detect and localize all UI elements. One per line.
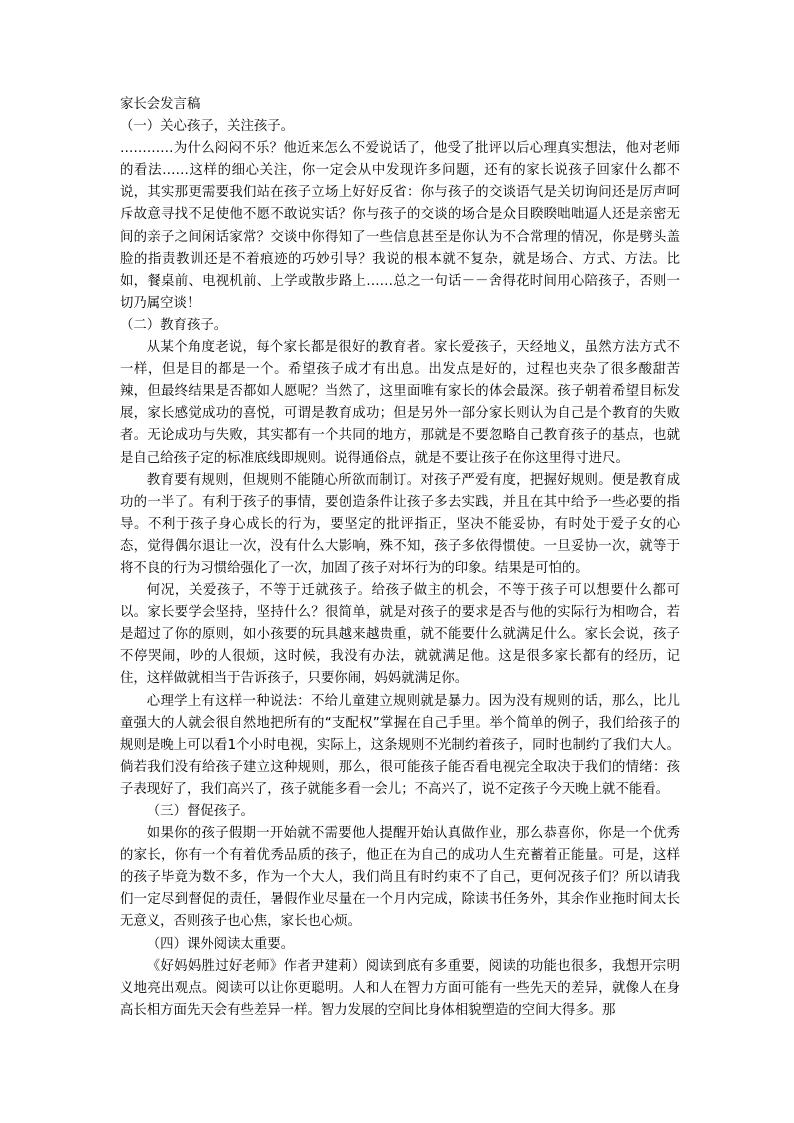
document-title: 家长会发言稿	[120, 97, 201, 112]
heading-educate: （二）教育孩子。	[120, 317, 228, 333]
document-body	[120, 116, 680, 1022]
paragraph: 心理学上有这样一种说法：不给儿童建立规则就是暴力。因为没有规则的话，那么，比儿童强大的人就会很自然地把所有的“支配权”掌握在自己手里。举个简单的例子，我们给孩子的规则是晚上可以看1个小时电视，实际上，这条规则不光制约着孩子，同时也制约了我们大人。倘若我们没有给孩子建立这种规则，那么，很可能孩子能否看电视完全取决于我们的情绪：孩子表现好了，我们高兴了，孩子就能多看一会儿；不高兴了，说不定孩子今天晚上就不能看。	[120, 693, 680, 797]
heading-reading: （四）课外阅读太重要。	[146, 936, 295, 952]
heading-care: （一）关心孩子，关注孩子。	[120, 119, 295, 135]
heading-supervise: （三）督促孩子。	[146, 804, 254, 819]
paragraph: 如果你的孩子假期一开始就不需要他人提醒开始认真做作业，那么恭喜你，你是一个优秀的家长，你有一个有着优秀品质的孩子，他正在为自己的成功人生充蓄着正能量。可是，这样的孩子毕竟为数不多，作为一个大人，我们尚且有时约束不了自己，更何况孩子们？所以请我们一定尽到督促的责任，暑假作业尽量在一个月内完成，除读书任务外，其余作业拖时间太长无意义，否则孩子也心焦，家长也心烦。	[120, 826, 680, 930]
paragraph: …………为什么闷闷不乐？他近来怎么不爱说话了，他受了批评以后心理真实想法，他对老师的看法……这样的细心关注，你一定会从中发现许多问题，还有的家长说孩子回家什么都不说，其实那更需要我们站在孩子立场上好好反省：你与孩子的交谈语气是关切询问还是厉声呵斥故意寻找不足使他不愿不敢说实话？你与孩子的交谈的场合是众目睽睽咄咄逼人还是亲密无间的亲子之间闲话家常？交谈中你得知了一些信息甚至是你认为不合常理的情况，你是劈头盖脸的指责教训还是不着痕迹的巧妙引导？我说的根本就不复杂，就是场合、方式、方法。比如，餐桌前、电视机前、上学或散步路上……总之一句话－－舍得花时间用心陪孩子，否则一切乃属空谈！	[120, 141, 680, 311]
document-page	[120, 94, 680, 1022]
paragraph: 从某个角度老说，每个家长都是很好的教育者。家长爱孩子，天经地义，虽然方法方式不一样，但是目的都是一个。希望孩子成才有出息。出发点是好的，过程也夹杂了很多酸甜苦辣，但最终结果是否都如人愿呢？当然了，这里面唯有家长的体会最深。孩子朝着希望目标发展，家长感觉成功的喜悦，可谓是教育成功；但是另外一部分家长则认为自己是个教育的失败者。无论成功与失败，其实都有一个共同的地方，那就是不要忽略自己教育孩子的基点，也就是自己给孩子定的标准底线即规则。说得通俗点，就是不要让孩子在你这里得寸进尺。	[120, 340, 680, 466]
paragraph: 何况，关爱孩子，不等于迁就孩子。给孩子做主的机会，不等于孩子可以想要什么都可以。家长要学会坚持，坚持什么？很简单，就是对孩子的要求是否与他的实际行为相吻合，若是超过了你的原则，如小孩要的玩具越来越贵重，就不能要什么就满足什么。家长会说，孩子不停哭闹，吵的人很烦，这时候，我没有办法，就就满足他。这是很多家长都有的经历，记住，这样做就相当于告诉孩子，只要你闹，妈妈就满足你。	[120, 583, 680, 687]
paragraph: 教育要有规则，但规则不能随心所欲而制订。对孩子严爱有度，把握好规则。便是教育成功的一半了。有利于孩子的事情，要创造条件让孩子多去实践，并且在其中给予一些必要的指导。不利于孩子身心成长的行为，要坚定的批评指正，坚决不能妥协，有时处于爱子女的心态，觉得偶尔退让一次，没有什么大影响，殊不知，孩子多依得惯使。一旦妥协一次，就等于将不良的行为习惯给强化了一次，加固了孩子对坏行为的印象。结果是可怕的。	[120, 472, 680, 576]
paragraph: 《好妈妈胜过好老师》作者尹建莉）阅读到底有多重要，阅读的功能也很多，我想开宗明义地亮出观点。阅读可以让你更聪明。人和人在智力方面可能有一些先天的差异，就像人在身高长相方面先天会有些差异一样。智力发展的空间比身体相貌塑造的空间大得多。那	[120, 958, 680, 1018]
